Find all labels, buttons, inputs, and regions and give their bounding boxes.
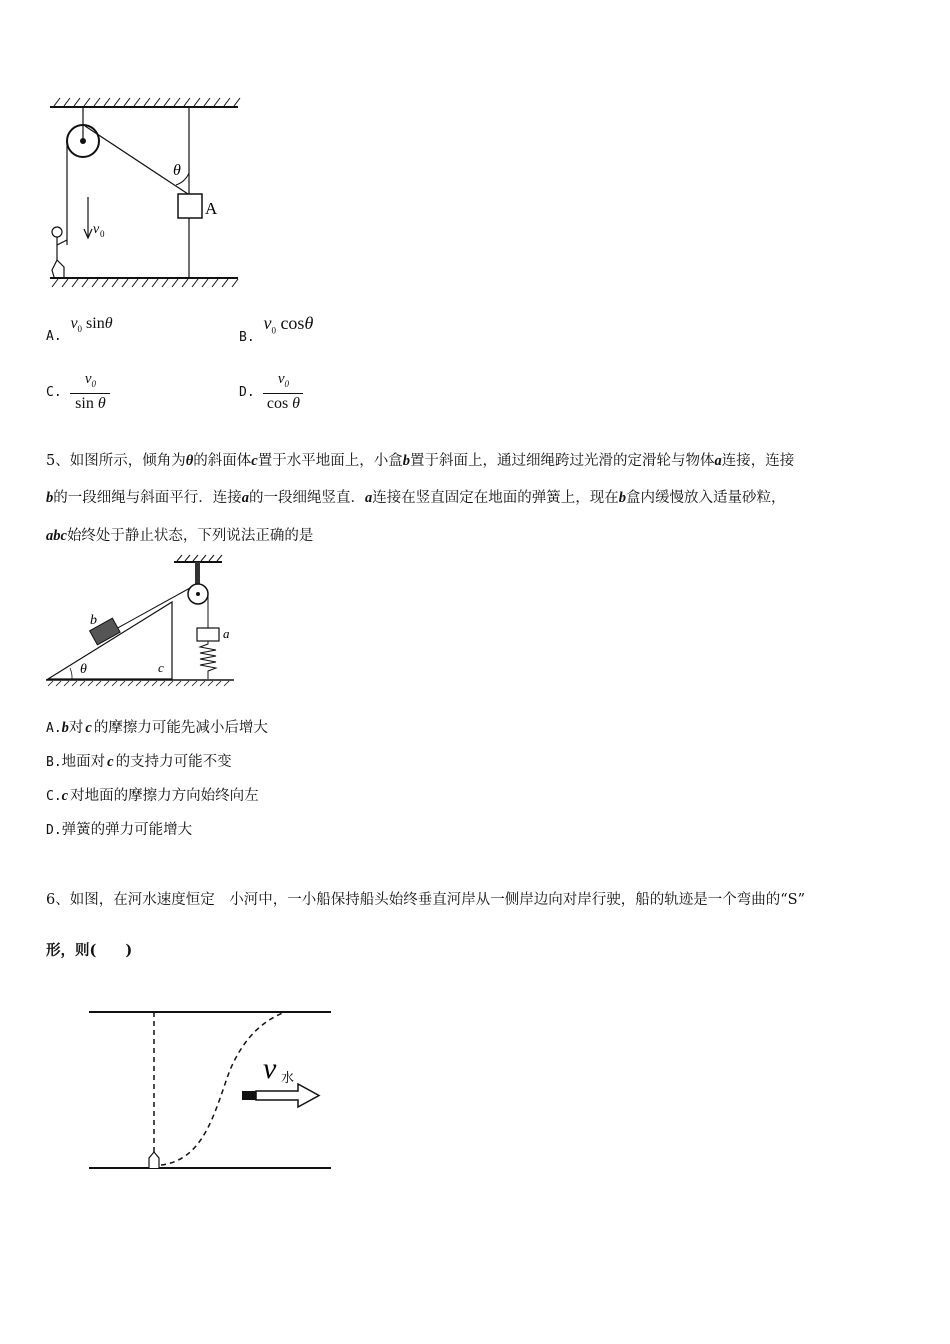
option-label: D. <box>239 385 255 400</box>
q5-option-b[interactable]: B.地面对 c 的支持力可能不变 <box>46 754 232 770</box>
q5-option-a[interactable]: A.b对 c 的摩擦力可能先减小后增大 <box>46 720 268 736</box>
q6-stem-line-1: 6、如图，在河水速度恒定 小河中，一小船保持船头始终垂直河岸从一侧岸边向对岸行驶，船的轨迹是一个弯曲的“S” <box>46 892 805 908</box>
q4-option-d[interactable] <box>239 370 303 414</box>
q5-option-c[interactable]: C.c 对地面的摩擦力方向始终向左 <box>46 788 259 804</box>
option-fraction: $\frac{v_0}{\text{sin θ}}$ <box>70 370 110 414</box>
q4-option-b[interactable] <box>239 313 314 345</box>
block-a-label: a <box>223 626 230 641</box>
q4-option-a[interactable] <box>46 315 113 344</box>
option-label: B. <box>239 330 255 345</box>
option-formula: $v_0$ cosθ <box>263 313 314 336</box>
block-a-label: A <box>205 199 218 218</box>
angle-theta-label: θ <box>80 662 87 677</box>
river-velocity-subscript: 水 <box>281 1071 295 1086</box>
q5-stem-line-2: b的一段细绳与斜面平行．连接a的一段细绳竖直．a连接在竖直固定在地面的弹簧上，现在b盒内缓慢放入适量砂粒， <box>46 490 786 506</box>
q4-option-c[interactable] <box>46 370 110 414</box>
q6-stem-line-2: 形，则( ) <box>46 942 133 959</box>
theta-label: θ <box>173 162 181 179</box>
velocity-subscript: 0 <box>100 229 105 239</box>
q5-stem-line-1: 5、如图所示，倾角为θ的斜面体c置于水平地面上，小盒b置于斜面上，通过细绳跨过光滑的定滑轮与物体a连接，连接 <box>46 453 795 469</box>
option-label: A. <box>46 329 62 344</box>
incline-c-label: c <box>158 660 164 675</box>
incline-spring-figure <box>42 552 242 690</box>
river-boat-figure <box>85 1000 335 1180</box>
velocity-label: v <box>93 222 100 237</box>
option-fraction: $\frac{v_0}{\text{cos θ}}$ <box>263 370 303 414</box>
option-label: C. <box>46 385 62 400</box>
q5-option-d[interactable]: D.弹簧的弹力可能增大 <box>46 822 193 838</box>
box-b-label: b <box>90 613 97 628</box>
river-velocity-label: v <box>263 1052 277 1085</box>
option-formula: $v_0$ sinθ <box>70 315 113 335</box>
pulley-block-figure <box>40 95 250 295</box>
q5-stem-line-3: abc始终处于静止状态，下列说法正确的是 <box>46 528 314 544</box>
